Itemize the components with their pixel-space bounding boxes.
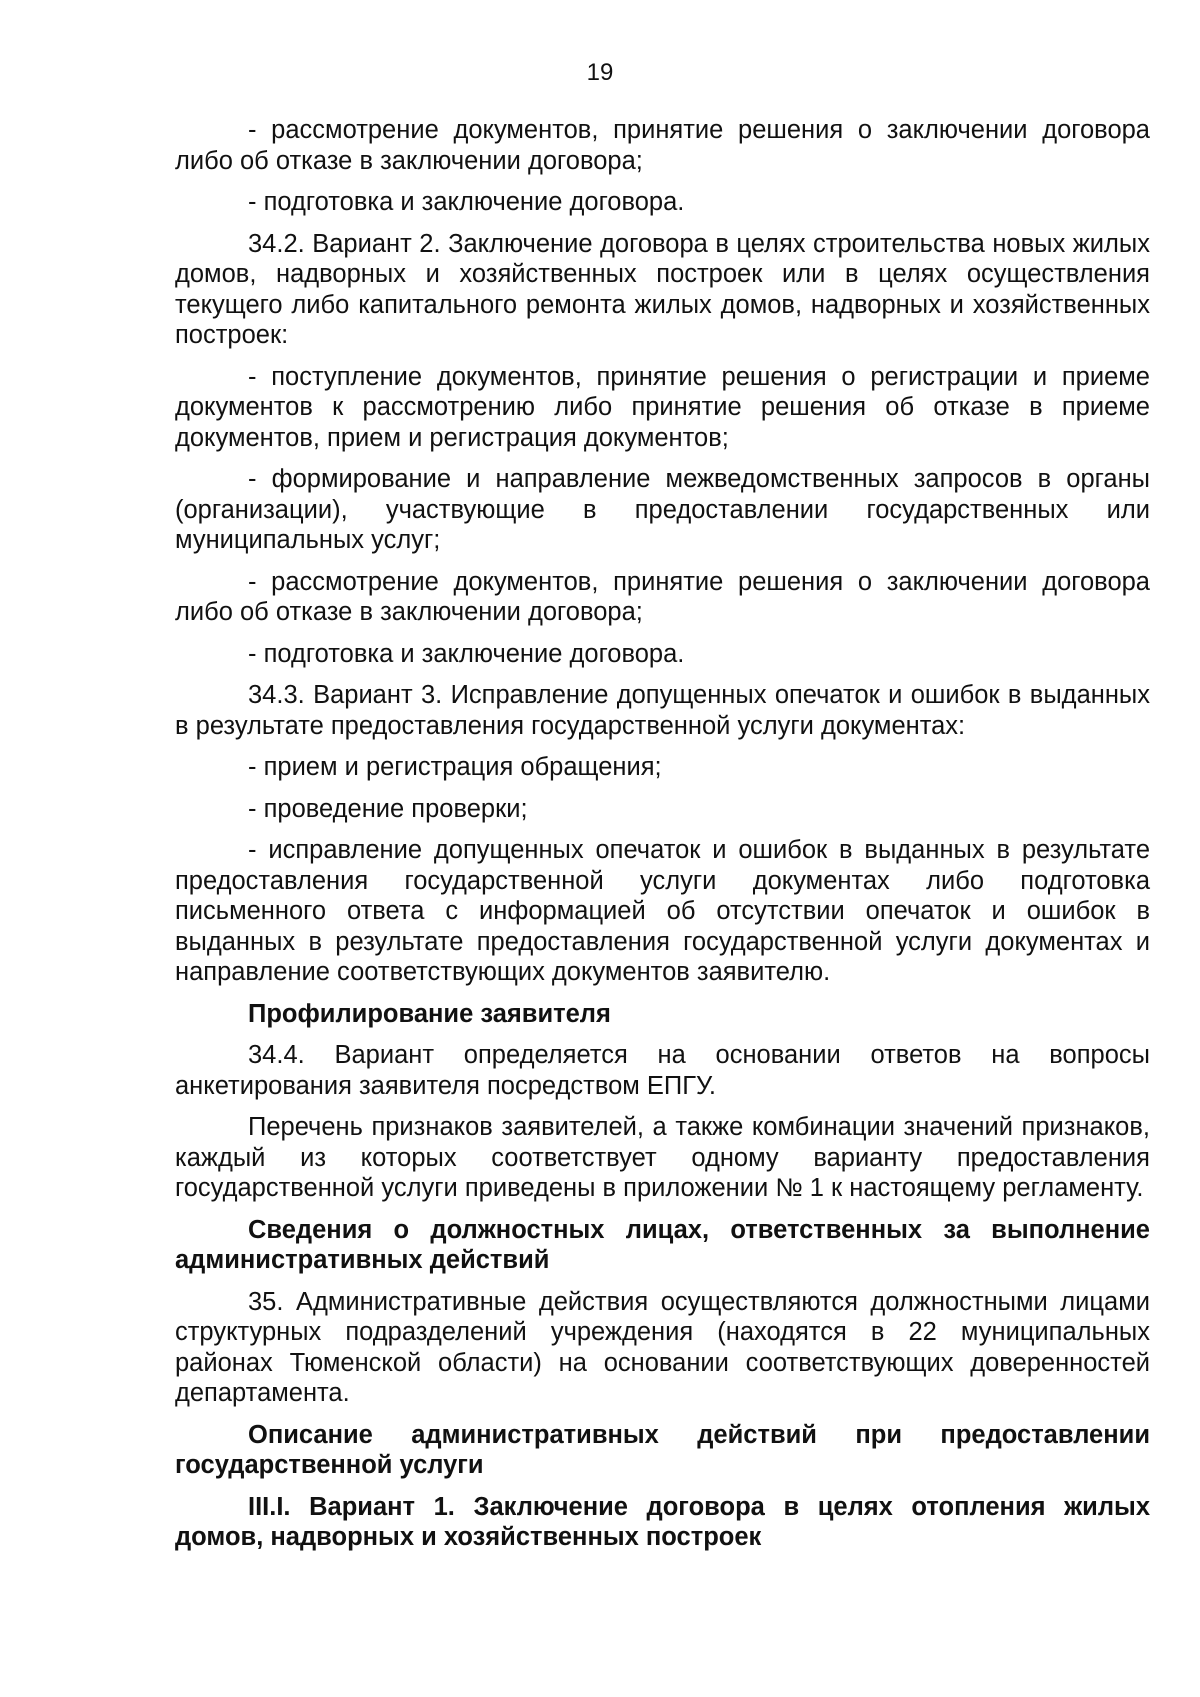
section-heading-profiling: Профилирование заявителя — [248, 999, 611, 1028]
list-item-receipt-registration: - прием и регистрация обращения; — [248, 753, 662, 781]
list-item-review-documents-2: - рассмотрение документов, принятие решения о заключении договора либо об отказе в заключении договора; — [175, 567, 1150, 626]
list-item-receipt-documents: - поступление документов, принятие решения о регистрации и приеме документов к рассмотрению либо принятие решения об отказе в приеме документов, прием и регистрация документов; — [175, 362, 1150, 452]
document-body — [175, 115, 1150, 1564]
list-item-review-documents: - рассмотрение документов, принятие решения о заключении договора либо об отказе в заключении договора; — [175, 116, 1150, 175]
section-heading-variant-1: III.I. Вариант 1. Заключение договора в целях отопления жилых домов, надворных и хозяйственных построек — [175, 1492, 1150, 1551]
paragraph-variant-3: 34.3. Вариант 3. Исправление допущенных опечаток и ошибок в выданных в результате предоставления государственной услуги документах: — [175, 681, 1150, 740]
paragraph-applicant-attributes: Перечень признаков заявителей, а также комбинации значений признаков, каждый из которых соответствует одному варианту предоставления государственной услуги приведены в приложении № 1 к настоящему регламенту. — [175, 1113, 1150, 1202]
section-heading-officials: Сведения о должностных лицах, ответственных за выполнение административных действий — [175, 1215, 1150, 1274]
paragraph-34-4: 34.4. Вариант определяется на основании ответов на вопросы анкетирования заявителя посредством ЕПГУ. — [175, 1041, 1150, 1100]
list-item-prepare-contract-2: - подготовка и заключение договора. — [248, 639, 685, 668]
list-item-verification: - проведение проверки; — [248, 794, 528, 823]
list-item-prepare-contract: - подготовка и заключение договора. — [248, 188, 685, 216]
paragraph-variant-2: 34.2. Вариант 2. Заключение договора в целях строительства новых жилых домов, надворных и хозяйственных построек или в целях осуществления текущего либо капитального ремонта жилых домов, надворных и хозяйственных построек: — [175, 229, 1150, 349]
page-number: 19 — [586, 59, 614, 86]
section-heading-description: Описание административных действий при предоставлении государственной услуги — [175, 1420, 1150, 1479]
paragraph-35: 35. Административные действия осуществляются должностными лицами структурных подразделений учреждения (находятся в 22 муниципальных районах Тюменской области) на основании соответствующих доверенностей департамента. — [175, 1287, 1150, 1407]
list-item-correction: - исправление допущенных опечаток и ошибок в выданных в результате предоставления государственной услуги документах либо подготовка письменного ответа с информацией об отсутствии опечаток и ошибок в выданных в результате предоставления государственной услуги документах и направление соответствующих документов заявителю. — [175, 836, 1150, 986]
list-item-interagency-requests: - формирование и направление межведомственных запросов в органы (организации), участвующие в предоставлении государственных или муниципальных услуг; — [175, 465, 1150, 554]
